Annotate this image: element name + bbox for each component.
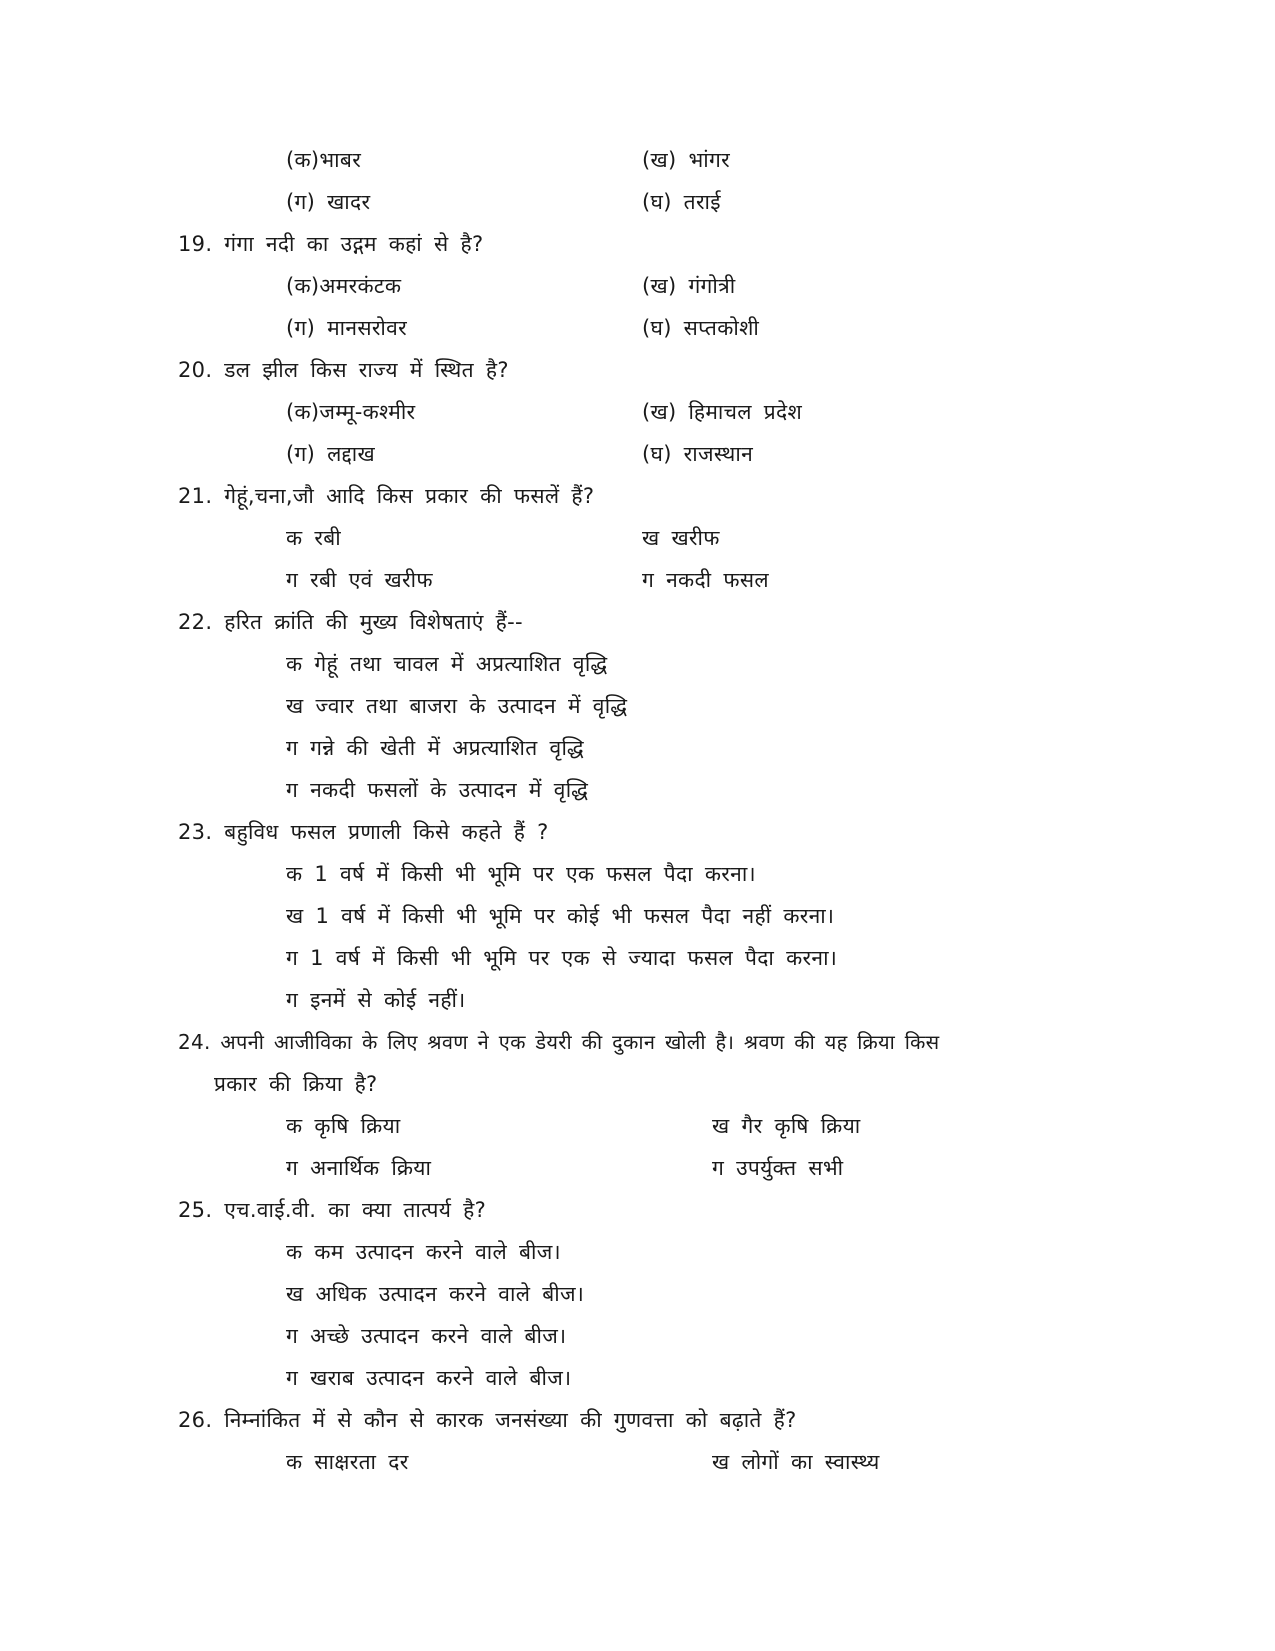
q22-option-b: ख ज्वार तथा बाजरा के उत्पादन में वृद्धि bbox=[286, 694, 628, 718]
question-21: 21. गेहूं,चना,जौ आदि किस प्रकार की फसलें हैं? bbox=[178, 484, 595, 508]
q26-option-a: क साक्षरता दर bbox=[286, 1450, 409, 1474]
q23-option-c: ग 1 वर्ष में किसी भी भूमि पर एक से ज्यादा फसल पैदा करना। bbox=[286, 946, 838, 970]
q24-option-a: क कृषि क्रिया bbox=[286, 1114, 401, 1138]
q18-option-a: (क)भाबर bbox=[286, 148, 362, 172]
q21-option-d: ग नकदी फसल bbox=[642, 568, 769, 592]
q22-option-d: ग नकदी फसलों के उत्पादन में वृद्धि bbox=[286, 778, 589, 802]
q18-option-c: (ग) खादर bbox=[286, 190, 371, 214]
q19-option-b: (ख) गंगोत्री bbox=[642, 274, 736, 298]
q20-option-d: (घ) राजस्थान bbox=[642, 442, 754, 466]
q20-option-b: (ख) हिमाचल प्रदेश bbox=[642, 400, 803, 424]
question-26: 26. निम्नांकित में से कौन से कारक जनसंख्या की गुणवत्ता को बढ़ाते हैं? bbox=[178, 1408, 797, 1432]
q24-option-d: ग उपर्युक्त सभी bbox=[712, 1156, 844, 1180]
q21-option-c: ग रबी एवं खरीफ bbox=[286, 568, 433, 592]
q25-option-b: ख अधिक उत्पादन करने वाले बीज। bbox=[286, 1282, 585, 1306]
q20-option-a: (क)जम्मू-कश्मीर bbox=[286, 400, 416, 424]
q24-option-b: ख गैर कृषि क्रिया bbox=[712, 1114, 861, 1138]
question-24-continued: प्रकार की क्रिया है? bbox=[214, 1072, 378, 1096]
q26-option-b: ख लोगों का स्वास्थ्य bbox=[712, 1450, 880, 1474]
q25-option-a: क कम उत्पादन करने वाले बीज। bbox=[286, 1240, 561, 1264]
q23-option-b: ख 1 वर्ष में किसी भी भूमि पर कोई भी फसल पैदा नहीं करना। bbox=[286, 904, 835, 928]
q23-option-d: ग इनमें से कोई नहीं। bbox=[286, 988, 466, 1012]
question-20: 20. डल झील किस राज्य में स्थित है? bbox=[178, 358, 509, 382]
q19-option-a: (क)अमरकंटक bbox=[286, 274, 402, 298]
q25-option-c: ग अच्छे उत्पादन करने वाले बीज। bbox=[286, 1324, 567, 1348]
q21-option-a: क रबी bbox=[286, 526, 342, 550]
q20-option-c: (ग) लद्दाख bbox=[286, 442, 376, 466]
q21-option-b: ख खरीफ bbox=[642, 526, 720, 550]
q22-option-a: क गेहूं तथा चावल में अप्रत्याशित वृद्धि bbox=[286, 652, 608, 676]
q24-option-c: ग अनार्थिक क्रिया bbox=[286, 1156, 432, 1180]
question-25: 25. एच.वाई.वी. का क्या तात्पर्य है? bbox=[178, 1198, 487, 1222]
q23-option-a: क 1 वर्ष में किसी भी भूमि पर एक फसल पैदा करना। bbox=[286, 862, 756, 886]
q19-option-c: (ग) मानसरोवर bbox=[286, 316, 408, 340]
q25-option-d: ग खराब उत्पादन करने वाले बीज। bbox=[286, 1366, 572, 1390]
question-24: 24. अपनी आजीविका के लिए श्रवण ने एक डेयरी की दुकान खोली है। श्रवण की यह क्रिया किस bbox=[178, 1030, 940, 1054]
q18-option-b: (ख) भांगर bbox=[642, 148, 730, 172]
q18-option-d: (घ) तराई bbox=[642, 190, 721, 214]
question-22: 22. हरित क्रांति की मुख्य विशेषताएं हैं-- bbox=[178, 610, 523, 634]
question-23: 23. बहुविध फसल प्रणाली किसे कहते हैं ? bbox=[178, 820, 549, 844]
q19-option-d: (घ) सप्तकोशी bbox=[642, 316, 760, 340]
question-19: 19. गंगा नदी का उद्गम कहां से है? bbox=[178, 232, 484, 256]
q22-option-c: ग गन्ने की खेती में अप्रत्याशित वृद्धि bbox=[286, 736, 584, 760]
